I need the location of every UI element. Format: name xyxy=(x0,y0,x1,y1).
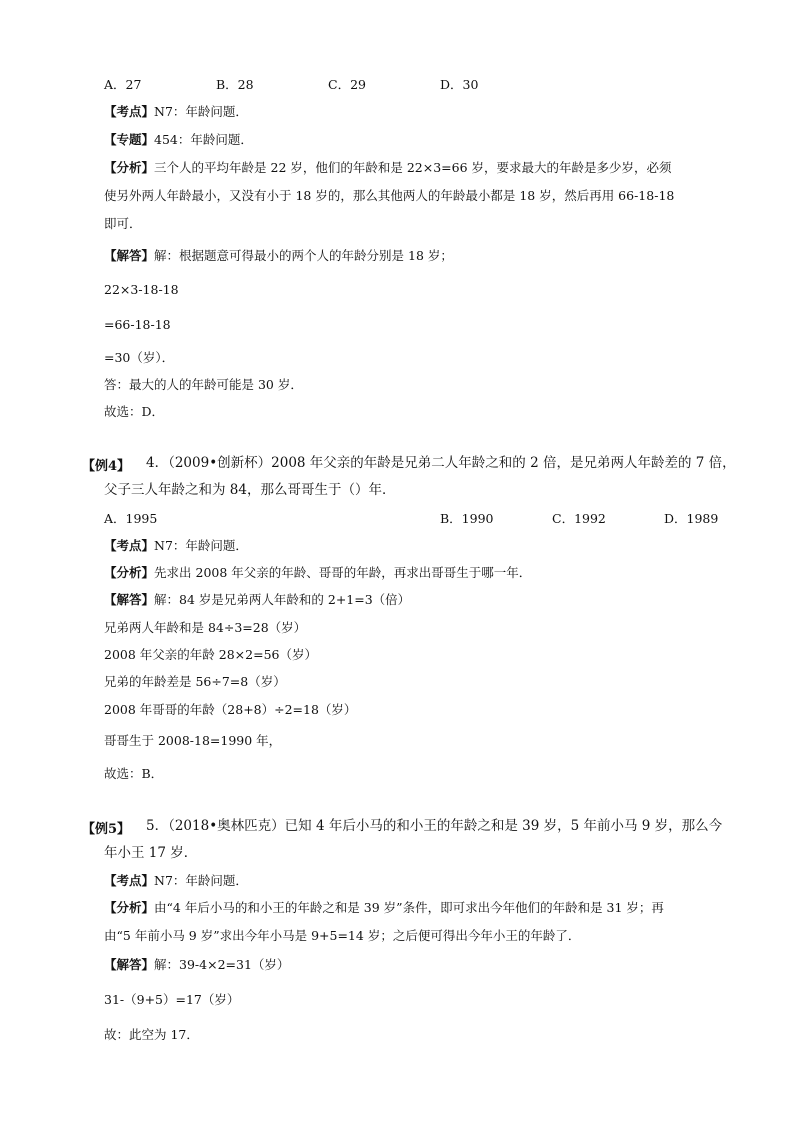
q5-stem: 年小王 17 岁． xyxy=(104,845,198,861)
q5-fenxi: 【分析】由“4 年后小马的和小王的年龄之和是 39 岁”条件，即可求出今年他们的年龄和是 31 岁；再 xyxy=(104,900,664,915)
q4-jieda-line: 故选：B． xyxy=(104,766,164,781)
q3-jieda-line: =30（岁）． xyxy=(104,350,175,365)
q3-jieda: 【解答】解：根据题意可得最小的两个人的年龄分别是 18 岁； xyxy=(104,248,453,263)
q4-option-d: D．1989 xyxy=(664,511,719,526)
example-5-label: 【例5】 xyxy=(82,822,131,837)
q4-stem: 父子三人年龄之和为 84，那么哥哥生于（）年． xyxy=(104,482,396,498)
q4-jieda-line: 兄弟两人年龄和是 84÷3=28（岁） xyxy=(104,620,307,635)
q3-option-d: D．30 xyxy=(440,77,479,92)
q3-jieda-line: 22×3-18-18 xyxy=(104,282,179,297)
q3-fenxi-line: 使另外两人年龄最小，又没有小于 18 岁的，那么其他两人的年龄最小都是 18 岁，然后再用 66-18-18 xyxy=(104,188,675,203)
q4-jieda-line: 兄弟的年龄差是 56÷7=8（岁） xyxy=(104,674,286,689)
q4-option-b: B．1990 xyxy=(440,511,494,526)
q4-stem: 4．（2009•创新杯）2008 年父亲的年龄是兄弟二人年龄之和的 2 倍，是兄弟两人年龄差的 7 倍， xyxy=(146,455,736,471)
q4-option-c: C．1992 xyxy=(552,511,606,526)
q3-option-a: A．27 xyxy=(104,77,142,92)
q4-jieda-line: 2008 年哥哥的年龄（28+8）÷2=18（岁） xyxy=(104,702,357,717)
q3-jieda-line: 答：最大的人的年龄可能是 30 岁． xyxy=(104,377,303,392)
q4-jieda-line: 哥哥生于 2008-18=1990 年， xyxy=(104,733,282,748)
q4-jieda: 【解答】解：84 岁是兄弟两人年龄和的 2+1=3（倍） xyxy=(104,592,411,607)
q3-zhuanti: 【专题】454：年龄问题． xyxy=(104,132,253,147)
q3-kaodian: 【考点】N7：年龄问题． xyxy=(104,104,248,119)
q3-fenxi: 【分析】三个人的平均年龄是 22 岁，他们的年龄和是 22×3=66 岁，要求最大的年龄是多少岁，必须 xyxy=(104,160,672,175)
q5-kaodian: 【考点】N7：年龄问题． xyxy=(104,873,248,888)
q3-option-c: C．29 xyxy=(328,77,366,92)
q3-jieda-line: 故选：D． xyxy=(104,404,165,419)
q5-jieda: 【解答】解：39-4×2=31（岁） xyxy=(104,957,290,972)
q4-kaodian: 【考点】N7：年龄问题． xyxy=(104,538,248,553)
example-4-label: 【例4】 xyxy=(82,459,131,474)
q3-option-b: B．28 xyxy=(216,77,254,92)
q4-option-a: A．1995 xyxy=(104,511,158,526)
q5-fenxi-line: 由“5 年前小马 9 岁”求出今年小马是 9+5=14 岁；之后便可得出今年小王的年龄了． xyxy=(104,928,581,943)
q3-fenxi-line: 即可． xyxy=(104,216,142,231)
q5-jieda-line: 31-（9+5）=17（岁） xyxy=(104,992,240,1007)
q5-stem: 5．（2018•奥林匹克）已知 4 年后小马的和小王的年龄之和是 39 岁，5 年前小马 9 岁，那么今 xyxy=(146,818,723,834)
q4-jieda-line: 2008 年父亲的年龄 28×2=56（岁） xyxy=(104,647,317,662)
q3-jieda-line: =66-18-18 xyxy=(104,317,171,332)
q5-jieda-line: 故：此空为 17． xyxy=(104,1027,199,1042)
q4-fenxi: 【分析】先求出 2008 年父亲的年龄、哥哥的年龄，再求出哥哥生于哪一年． xyxy=(104,565,532,580)
